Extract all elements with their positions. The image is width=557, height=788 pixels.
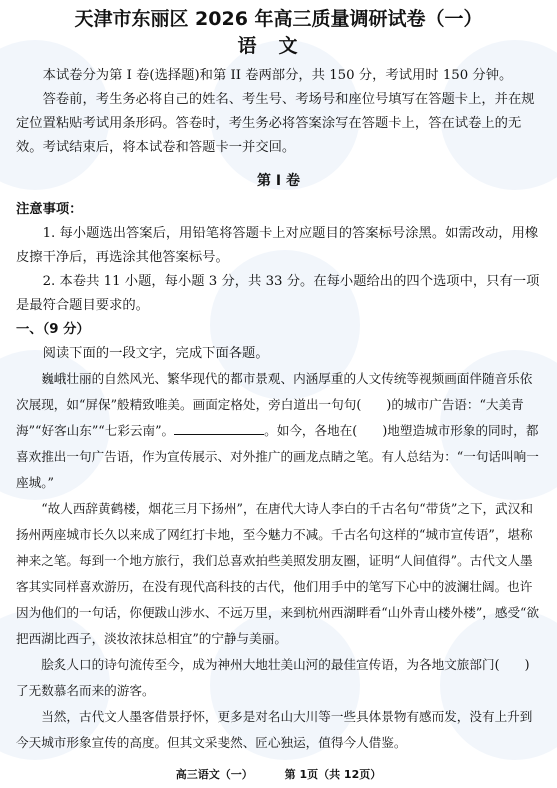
subject-title: 语文	[237, 35, 320, 57]
page-title: 天津市东丽区 2026 年高三质量调研试卷（一）	[74, 8, 483, 30]
passage-paragraph	[16, 366, 541, 496]
question-label: 一、（9 分）	[16, 322, 90, 337]
passage-text: 。如今，各地在( )地塑造城市形象的同时，都喜欢推出一句广告语，作为宣传展示、对外推广的画龙点睛之笔。有人总结为：“一句话叫响一座城。”	[16, 423, 539, 490]
page-footer	[0, 766, 557, 782]
footer-subject: 高三语文（一）	[175, 768, 253, 781]
passage-paragraph: “故人西辞黄鹤楼，烟花三月下扬州”，在唐代大诗人李白的千古名句“带货”之下，武汉和扬州两座城市长久以来成了网红打卡地，至今魅力不减。千古名句这样的“城市宣传语”，堪称神来之笔。每到一个地方旅行，我们总喜欢拍些美照发朋友圈，证明“人间值得”。古代文人墨客其实同样喜欢游历，在没有现代高科技的古代，他们用手中的笔写下心中的波澜壮阔。也许因为他们的一句话，你便跋山涉水、不远万里，来到杭州西湖畔看“山外青山楼外楼”，感受“欲把西湖比西子，淡妆浓抹总相宜”的宁静与美丽。	[16, 501, 540, 646]
passage-paragraph: 当然，古代文人墨客借景抒怀，更多是对名山大川等一些具体景物有感而发，没有上升到今天城市形象宣传的高度。但其文采斐然、匠心独运，值得今人借鉴。	[16, 709, 533, 750]
footer-page-number: 第 1页（共 12页）	[284, 768, 382, 781]
section-title: 第 I 卷	[257, 173, 300, 189]
intro-paragraph: 本试卷分为第 I 卷(选择题)和第 II 卷两部分，共 150 分，考试用时 150 分钟。	[42, 68, 513, 83]
notes-heading: 注意事项：	[16, 202, 83, 217]
passage-text: 巍峨壮丽的自然风光、繁华现代的都市景观、内涵厚重的人文传统等视频画面伴随音乐依次展现，如“屏保”般精致唯美。画面定格处，旁白道出一句句( )的城市广告语：“大美青海”“好客山东”“七彩云南”。	[16, 371, 533, 438]
question-instruction: 阅读下面的一段文字，完成下面各题。	[42, 346, 269, 361]
notes-item: 2. 本卷共 11 小题，每小题 3 分，共 33 分。在每小题给出的四个选项中，只有一项是最符合题目要求的。	[16, 274, 540, 313]
passage-paragraph: 脍炙人口的诗句流传至今，成为神州大地壮美山河的最佳宣传语，为各地文旅部门( )了无数慕名而来的游客。	[16, 657, 530, 698]
answer-blank	[174, 420, 264, 435]
notes-item: 1. 每小题选出答案后，用铅笔将答题卡上对应题目的答案标号涂黑。如需改动，用橡皮擦干净后，再选涂其他答案标号。	[16, 226, 539, 265]
intro-paragraph: 答卷前，考生务必将自己的姓名、考生号、考场号和座位号填写在答题卡上，并在规定位置粘贴考试用条形码。答卷时，考生务必将答案涂写在答题卡上，答在试卷上的无效。考试结束后，将本试卷和答题卡一并交回。	[16, 92, 535, 155]
